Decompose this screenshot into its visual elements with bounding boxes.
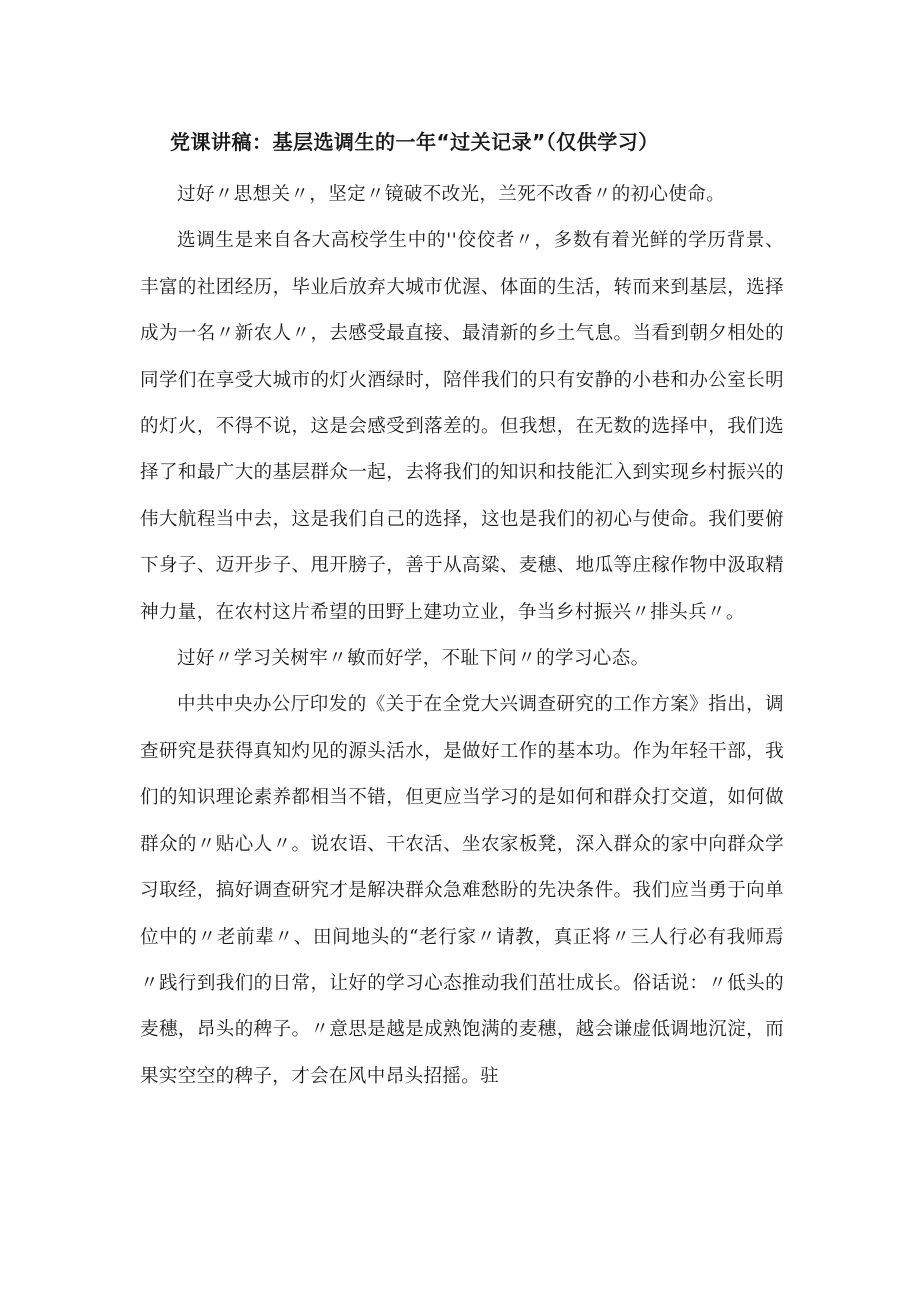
body-paragraph-study: 中共中央办公厅印发的《关于在全党大兴调查研究的工作方案》指出，调查研究是获得真知灼见的源头活水，是做好工作的基本功。作为年轻干部，我们的知识理论素养都相当不错，但更应当学习的是如何和群众打交道，如何做群众的〃贴心人〃。说农语、干农活、坐农家板凳，深入群众的家中向群众学习取经，搞好调查研究才是解决群众急难愁盼的先决条件。我们应当勇于向单位中的〃老前辈〃、田间地头的“老行家〃请教，真正将〃三人行必有我师焉〃践行到我们的日常，让好的学习心态推动我们茁壮成长。俗话说：〃低头的麦穗，昂头的稗子。〃意思是越是成熟饱满的麦穗，越会谦虚低调地沉淀，而果实空空的稗子，才会在风中昂头招摇。驻	[140, 694, 784, 1087]
section-heading-study: 过好〃学习关树牢〃敏而好学，不耻下问〃的学习心态。	[177, 648, 650, 670]
document-body	[140, 172, 784, 1100]
section-heading-thought: 过好〃思想关〃，坚定〃镜破不改光，兰死不改香〃的初心使命。	[177, 184, 726, 205]
body-paragraph-thought: 选调生是来自各大高校学生中的''佼佼者〃，多数有着光鲜的学历背景、丰富的社团经历，毕业后放弃大城市优渥、体面的生活，转而来到基层，选择成为一名〃新农人〃，去感受最直接、最清新的乡土气息。当看到朝夕相处的同学们在享受大城市的灯火酒绿时，陪伴我们的只有安静的小巷和办公室长明的灯火，不得不说，这是会感受到落差的。但我想，在无数的选择中，我们选择了和最广大的基层群众一起，去将我们的知识和技能汇入到实现乡村振兴的伟大航程当中去，这是我们自己的选择，这也是我们的初心与使命。我们要俯下身子、迈开步子、甩开膀子，善于从高粱、麦穗、地瓜等庄稼作物中汲取精神力量，在农村这片希望的田野上建功立业，争当乡村振兴〃排头兵〃。	[140, 230, 784, 623]
document-title: 党课讲稿：基层选调生的一年“过关记录”（仅供学习）	[170, 130, 659, 154]
